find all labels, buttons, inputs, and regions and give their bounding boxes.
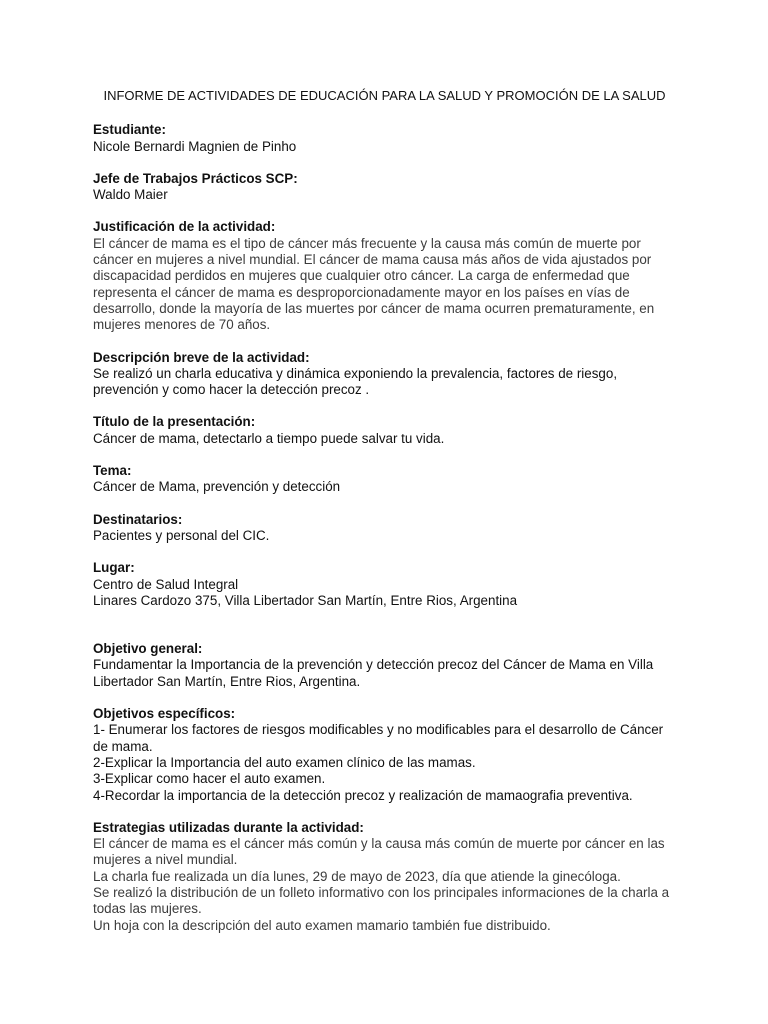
objetivo-especifico-item: 4-Recordar la importancia de la detección precoz y realización de mamaografia preventiva. <box>93 787 633 803</box>
objetivo-general-value: Fundamentar la Importancia de la prevención y detección precoz del Cáncer de Mama en Villa Libertador San Martín, Entre Rios, Argentina. <box>93 657 654 689</box>
estrategia-item: Se realizó la distribución de un folleto informativo con los principales informaciones de la charla a todas las mujeres. <box>93 884 670 917</box>
estudiante-value: Nicole Bernardi Magnien de Pinho <box>93 138 297 154</box>
lugar-line2: Linares Cardozo 375, Villa Libertador San Martín, Entre Rios, Argentina <box>93 592 518 608</box>
document-title: INFORME DE ACTIVIDADES DE EDUCACIÓN PARA LA SALUD Y PROMOCIÓN DE LA SALUD <box>103 88 666 103</box>
section-lugar <box>93 560 676 609</box>
objetivo-general-label: Objetivo general: <box>93 641 203 657</box>
objetivos-especificos-label: Objetivos específicos: <box>93 706 236 722</box>
titulo-presentacion-label: Título de la presentación: <box>93 414 256 430</box>
section-jefe <box>93 171 676 204</box>
tema-value: Cáncer de Mama, prevención y detección <box>93 479 341 495</box>
section-objetivo-general <box>93 641 676 690</box>
descripcion-label: Descripción breve de la actividad: <box>93 349 310 365</box>
estrategia-item: El cáncer de mama es el cáncer más común y la causa más común de muerte por cáncer en las mujeres a nivel mundial. <box>93 836 665 868</box>
section-objetivos-especificos <box>93 706 676 804</box>
section-destinatarios <box>93 512 676 545</box>
section-estudiante <box>93 122 676 155</box>
justificacion-value: El cáncer de mama es el tipo de cáncer más frecuente y la causa más común de muerte por cáncer en mujeres a nivel mundial. El cáncer de mama causa más años de vida ajustados por discapacidad perdidos en mujeres que cualquier otro cáncer. La carga de enfermedad que representa el cáncer de mama es desproporcionadamente mayor en los países en vías de desarrollo, donde la mayoría de las muertes por cáncer de mama ocurren prematuramente, en mujeres menores de 70 años. <box>93 235 655 333</box>
section-titulo-presentacion <box>93 414 676 447</box>
estrategias-label: Estrategias utilizadas durante la actividad: <box>93 819 364 835</box>
tema-label: Tema: <box>93 463 132 479</box>
jefe-value: Waldo Maier <box>93 187 168 203</box>
objetivo-especifico-item: 1- Enumerar los factores de riesgos modificables y no modificables para el desarrollo de Cáncer de mama. <box>93 722 664 754</box>
titulo-presentacion-value: Cáncer de mama, detectarlo a tiempo puede salvar tu vida. <box>93 430 445 446</box>
estudiante-label: Estudiante: <box>93 122 166 138</box>
destinatarios-value: Pacientes y personal del CIC. <box>93 527 270 543</box>
section-justificacion <box>93 219 676 333</box>
estrategia-item: Un hoja con la descripción del auto examen mamario también fue distribuido. <box>93 917 551 933</box>
descripcion-value: Se realizó un charla educativa y dinámica exponiendo la prevalencia, factores de riesgo, prevención y como hacer la detección precoz . <box>93 365 618 398</box>
lugar-label: Lugar: <box>93 560 135 576</box>
jefe-label: Jefe de Trabajos Prácticos SCP: <box>93 170 298 186</box>
destinatarios-label: Destinatarios: <box>93 511 183 527</box>
objetivo-especifico-item: 2-Explicar la Importancia del auto examen clínico de las mamas. <box>93 754 476 770</box>
section-estrategias <box>93 820 676 934</box>
lugar-line1: Centro de Salud Integral <box>93 576 239 592</box>
section-tema <box>93 463 676 496</box>
estrategia-item: La charla fue realizada un día lunes, 29 de mayo de 2023, día que atiende la ginecóloga. <box>93 868 621 884</box>
justificacion-label: Justificación de la actividad: <box>93 219 276 235</box>
objetivo-especifico-item: 3-Explicar como hacer el auto examen. <box>93 771 326 787</box>
section-descripcion <box>93 350 676 399</box>
